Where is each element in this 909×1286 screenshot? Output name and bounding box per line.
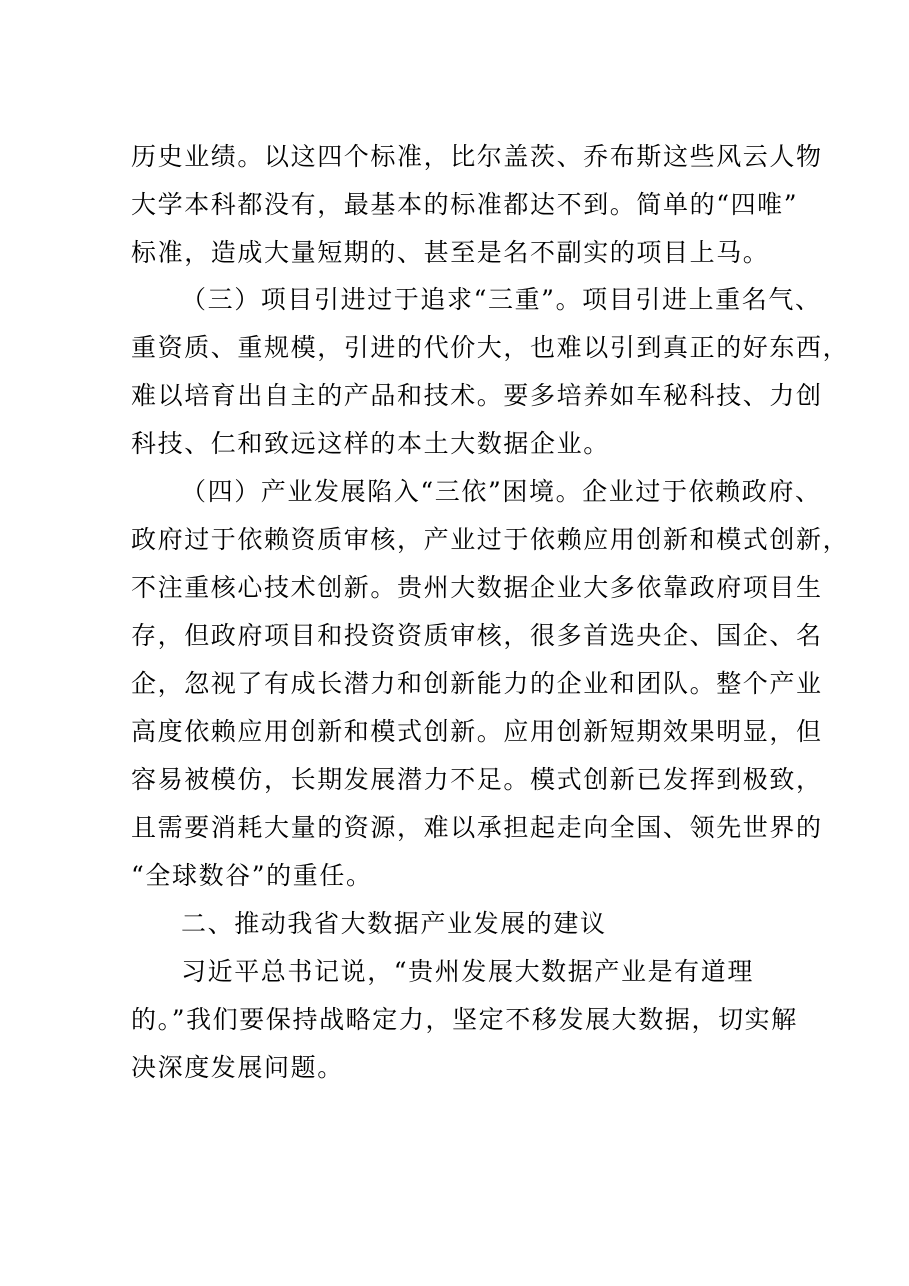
paragraph-line: 重资质、重规模，引进的代价大，也难以引到真正的好东西， <box>131 333 850 362</box>
paragraph-line: 决深度发展问题。 <box>131 1053 344 1082</box>
paragraph-line: “全球数谷”的重任。 <box>131 861 373 890</box>
paragraph-line: 历史业绩。以这四个标准，比尔盖茨、乔布斯这些风云人物 <box>131 142 823 171</box>
paragraph-line: 不注重核心技术创新。贵州大数据企业大多依靠政府项目生 <box>131 573 823 602</box>
paragraph-line: 高度依赖应用创新和模式创新。应用创新短期效果明显，但 <box>131 717 823 746</box>
paragraph-line: 企，忽视了有成长潜力和创新能力的企业和团队。整个产业 <box>131 669 823 698</box>
paragraph-line: 容易被模仿，长期发展潜力不足。模式创新已发挥到极致， <box>131 765 823 794</box>
section-heading-line: （三）项目引进过于追求“三重”。项目引进上重名气、 <box>181 285 822 314</box>
paragraph-line: 习近平总书记说，“贵州发展大数据产业是有道理 <box>181 957 754 986</box>
paragraph-line: 的。”我们要保持战略定力，坚定不移发展大数据，切实解 <box>131 1005 798 1034</box>
paragraph-line: 标准，造成大量短期的、甚至是名不副实的项目上马。 <box>131 238 770 267</box>
paragraph-line: 难以培育出自主的产品和技术。要多培养如车秘科技、力创 <box>131 381 823 410</box>
paragraph-line: 大学本科都没有，最基本的标准都达不到。简单的“四唯” <box>131 190 799 219</box>
paragraph-line: 政府过于依赖资质审核，产业过于依赖应用创新和模式创新， <box>131 525 850 554</box>
section-title: 二、推动我省大数据产业发展的建议 <box>181 909 607 938</box>
section-heading-line: （四）产业发展陷入“三依”困境。企业过于依赖政府、 <box>181 477 822 506</box>
paragraph-line: 且需要消耗大量的资源，难以承担起走向全国、领先世界的 <box>131 813 823 842</box>
paragraph-line: 存，但政府项目和投资资质审核，很多首选央企、国企、名 <box>131 621 823 650</box>
paragraph-line: 科技、仁和致远这样的本土大数据企业。 <box>131 429 610 458</box>
